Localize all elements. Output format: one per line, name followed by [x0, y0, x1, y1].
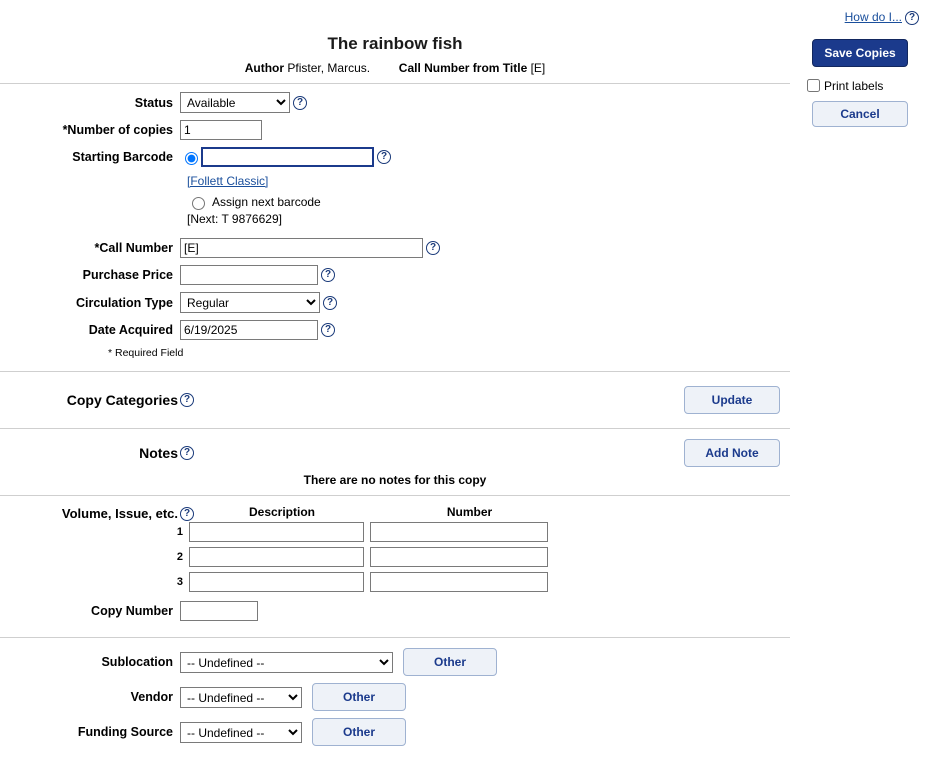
status-select[interactable] — [180, 92, 290, 113]
number-of-copies-input[interactable] — [180, 120, 262, 140]
row-index: 1 — [176, 526, 183, 538]
purchase-price-label: Purchase Price — [82, 268, 173, 282]
starting-barcode-radio[interactable] — [185, 152, 198, 165]
vendor-row — [0, 683, 790, 711]
volume-col-number: Number — [446, 505, 493, 519]
print-labels-label: Print labels — [824, 78, 884, 93]
call-number-help-icon[interactable]: ? — [426, 241, 440, 255]
starting-barcode-input[interactable] — [201, 147, 374, 167]
print-labels-row[interactable] — [807, 79, 925, 93]
cancel-button[interactable]: Cancel — [812, 101, 908, 127]
sublocation-row — [0, 648, 790, 676]
volume-number-input[interactable] — [370, 522, 548, 542]
save-copies-button[interactable]: Save Copies — [812, 39, 908, 67]
status-label: Status — [134, 95, 173, 110]
call-number-row — [0, 238, 790, 258]
copy-categories-help-icon[interactable]: ? — [180, 393, 194, 407]
update-button[interactable]: Update — [684, 386, 780, 414]
table-row — [173, 547, 790, 567]
notes-section — [0, 429, 790, 495]
number-of-copies-label: *Number of copies — [62, 123, 173, 137]
right-action-panel — [795, 0, 925, 711]
record-header — [0, 0, 790, 83]
purchase-price-help-icon[interactable]: ? — [321, 268, 335, 282]
circulation-type-label: Circulation Type — [75, 295, 173, 310]
copy-details-section — [0, 84, 790, 371]
date-acquired-label: Date Acquired — [88, 323, 173, 337]
call-number-from-title-label: Call Number from Title — [398, 61, 528, 75]
sublocation-other-button[interactable]: Other — [403, 648, 497, 676]
circulation-type-row — [0, 292, 790, 313]
required-field-note: * Required Field — [108, 347, 184, 359]
funding-source-label: Funding Source — [77, 725, 173, 739]
call-number-input[interactable] — [180, 238, 423, 258]
copy-categories-row — [0, 386, 790, 414]
volume-columns — [187, 505, 790, 519]
call-number-from-title-value: [E] — [530, 61, 546, 75]
print-labels-checkbox[interactable] — [807, 79, 820, 92]
circulation-type-help-icon[interactable]: ? — [323, 296, 337, 310]
table-row — [173, 572, 790, 592]
help-icon[interactable]: ? — [905, 11, 919, 25]
author-label: Author — [244, 61, 285, 75]
copy-number-input[interactable] — [180, 601, 258, 621]
date-acquired-help-icon[interactable]: ? — [321, 323, 335, 337]
date-acquired-row — [0, 320, 790, 340]
copy-categories-section — [0, 372, 790, 428]
row-index: 3 — [176, 576, 183, 588]
vendor-other-button[interactable]: Other — [312, 683, 406, 711]
notes-label: Notes — [139, 445, 178, 461]
vendor-label: Vendor — [130, 690, 173, 704]
funding-source-select[interactable] — [180, 722, 302, 743]
starting-barcode-row — [0, 147, 790, 167]
add-note-button[interactable]: Add Note — [684, 439, 780, 467]
volume-number-input[interactable] — [370, 547, 548, 567]
circulation-type-select[interactable] — [180, 292, 320, 313]
page-title: The rainbow fish — [327, 34, 463, 53]
volume-label: Volume, Issue, etc. — [61, 506, 178, 521]
table-row — [173, 522, 790, 542]
volume-description-input[interactable] — [189, 522, 364, 542]
follett-classic-row — [187, 174, 790, 188]
volume-col-description: Description — [248, 505, 315, 519]
funding-source-other-button[interactable]: Other — [312, 718, 406, 746]
vendor-select[interactable] — [180, 687, 302, 708]
sublocation-select[interactable] — [180, 652, 393, 673]
next-barcode-row — [187, 212, 790, 226]
volume-description-input[interactable] — [189, 547, 364, 567]
status-help-icon[interactable]: ? — [293, 96, 307, 110]
row-index: 2 — [176, 551, 183, 563]
status-row — [0, 92, 790, 113]
volume-help-icon[interactable]: ? — [180, 507, 194, 521]
notes-empty-message: There are no notes for this copy — [303, 473, 487, 487]
purchase-price-input[interactable] — [180, 265, 318, 285]
copy-number-label: Copy Number — [91, 604, 173, 618]
number-of-copies-row — [0, 120, 790, 140]
funding-source-row — [0, 718, 790, 746]
notes-row — [0, 439, 790, 467]
location-section — [0, 638, 790, 763]
notes-help-icon[interactable]: ? — [180, 446, 194, 460]
call-number-label: *Call Number — [94, 241, 173, 255]
copy-number-row — [0, 601, 790, 621]
copy-categories-label: Copy Categories — [66, 392, 178, 408]
sublocation-label: Sublocation — [101, 655, 173, 669]
assign-next-barcode-radio[interactable] — [192, 197, 205, 210]
date-acquired-input[interactable] — [180, 320, 318, 340]
record-subheader — [0, 61, 790, 83]
volume-section — [0, 496, 790, 637]
next-barcode-value: [Next: T 9876629] — [187, 212, 282, 226]
assign-next-barcode-row[interactable] — [187, 194, 790, 210]
assign-next-barcode-label: Assign next barcode — [212, 195, 321, 209]
how-do-i-row — [795, 10, 925, 25]
barcode-help-icon[interactable]: ? — [377, 150, 391, 164]
how-do-i-link[interactable]: How do I... — [844, 10, 902, 24]
volume-number-input[interactable] — [370, 572, 548, 592]
purchase-price-row — [0, 265, 790, 285]
author-value: Pfister, Marcus. — [287, 61, 371, 75]
starting-barcode-label: Starting Barcode — [72, 150, 173, 164]
follett-classic-link[interactable]: [Follett Classic] — [187, 174, 269, 188]
volume-description-input[interactable] — [189, 572, 364, 592]
